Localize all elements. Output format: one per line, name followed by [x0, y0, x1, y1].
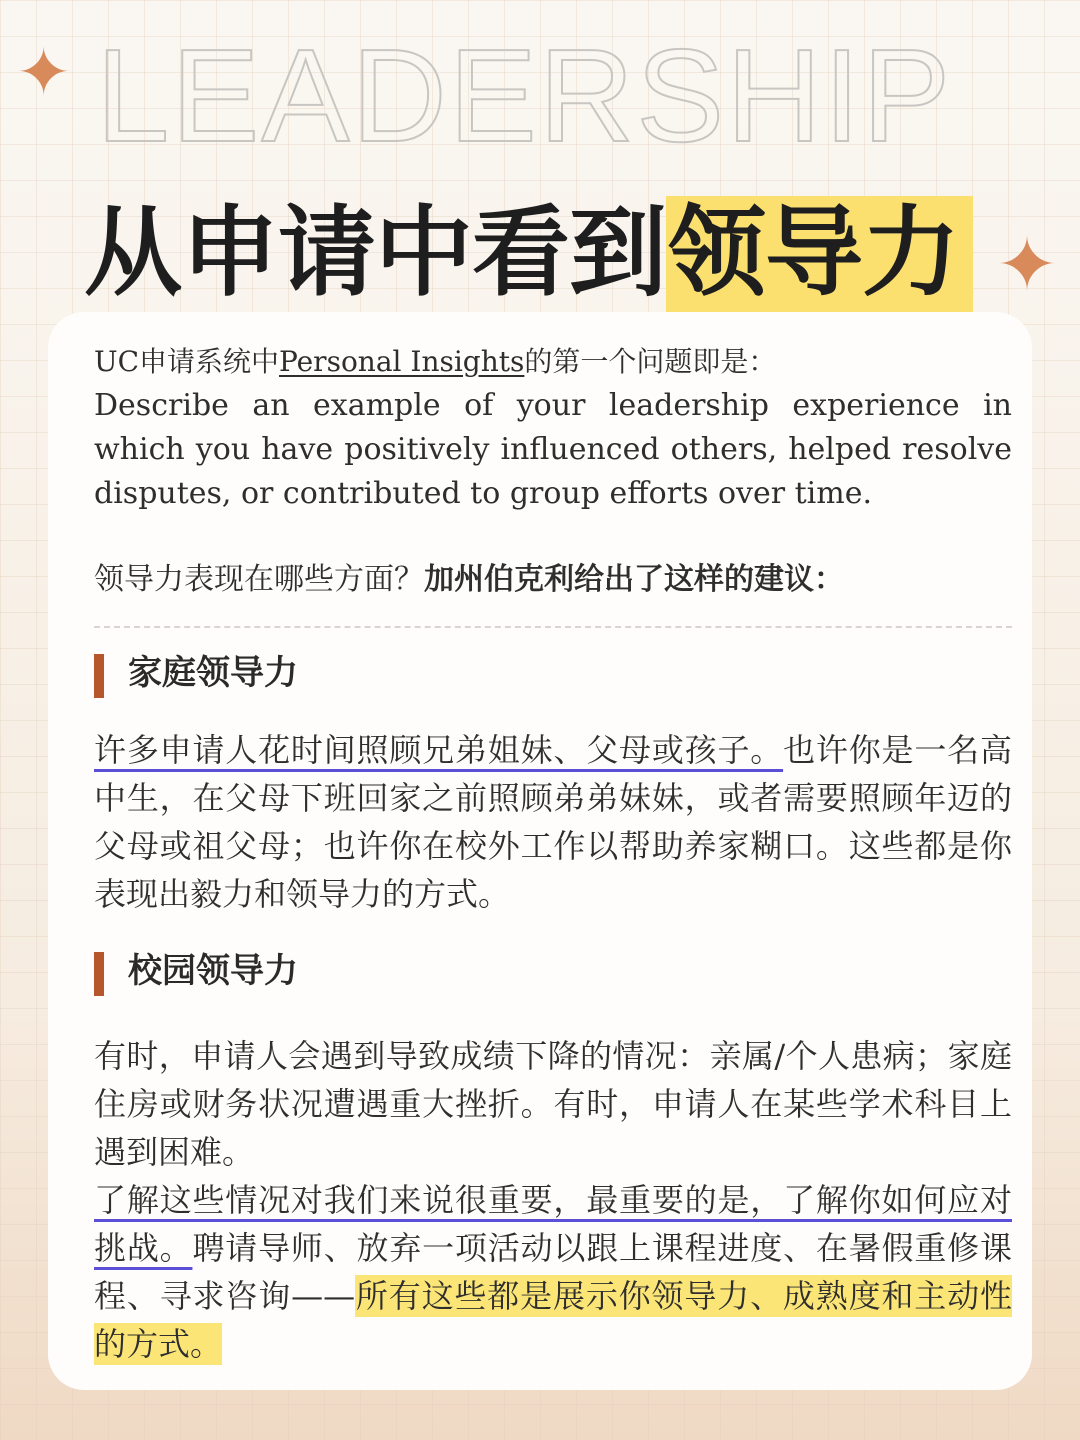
- title-main: 从申请中看到: [84, 195, 667, 310]
- body-text: 聘请导师、放弃一项活动以跟上课程进度、在暑假重修课程、寻求咨询——: [94, 1229, 1012, 1315]
- section-family-body: [94, 726, 1012, 918]
- prompt-text: Describe an example of your leadership experience in which you have positively influenced others, helped resolve disputes, or contributed to group efforts over time.: [94, 388, 1012, 511]
- page-title: [84, 194, 973, 312]
- background-word: LEADERSHIP: [96, 30, 953, 162]
- section-campus-body: [94, 1032, 1012, 1368]
- dashed-divider: [94, 626, 1012, 628]
- intro-text-before: UC申请系统中: [94, 345, 280, 378]
- title-highlight: 领导力: [666, 196, 973, 316]
- section-title-text: 校园领导力: [128, 951, 298, 991]
- section-title-family: [94, 646, 1012, 700]
- section-title-campus: [94, 944, 1012, 998]
- underlined-text: 许多申请人花时间照顾兄弟姐妹、父母或孩子。: [94, 731, 784, 769]
- sparkle-icon: ✦: [996, 222, 1059, 308]
- section-title-text: 家庭领导力: [128, 653, 298, 693]
- intro-line: [94, 340, 1012, 384]
- body-text: 有时，申请人会遇到导致成绩下降的情况：亲属/个人患病；家庭住房或财务状况遭遇重大挫折。有时，申请人在某些学术科目上遇到困难。: [94, 1037, 1012, 1171]
- personal-insights-term: Personal Insights: [279, 345, 525, 378]
- intro-text-after: 的第一个问题即是：: [524, 345, 777, 378]
- question-line: [94, 558, 1012, 602]
- section-bar: [94, 654, 104, 698]
- sparkle-icon: ✦: [16, 34, 72, 111]
- body-text: 也许你是一名高中生，在父母下班回家之前照顾弟弟妹妹，或者需要照顾年迈的父母或祖父母；也许你在校外工作以帮助养家糊口。这些都是你表现出毅力和领导力的方式。: [94, 731, 1012, 913]
- underlined-text: 了解这些情况对我们来说很重要，最重要的是，了解你如何应对挑战。: [94, 1181, 1012, 1267]
- section-bar: [94, 952, 104, 996]
- content-card: [48, 312, 1032, 1390]
- question-bold: 加州伯克利给出了这样的建议：: [424, 562, 844, 597]
- question-plain: 领导力表现在哪些方面？: [94, 562, 424, 597]
- highlighted-text: 所有这些都是展示你领导力、成熟度和主动性的方式。: [94, 1277, 1012, 1363]
